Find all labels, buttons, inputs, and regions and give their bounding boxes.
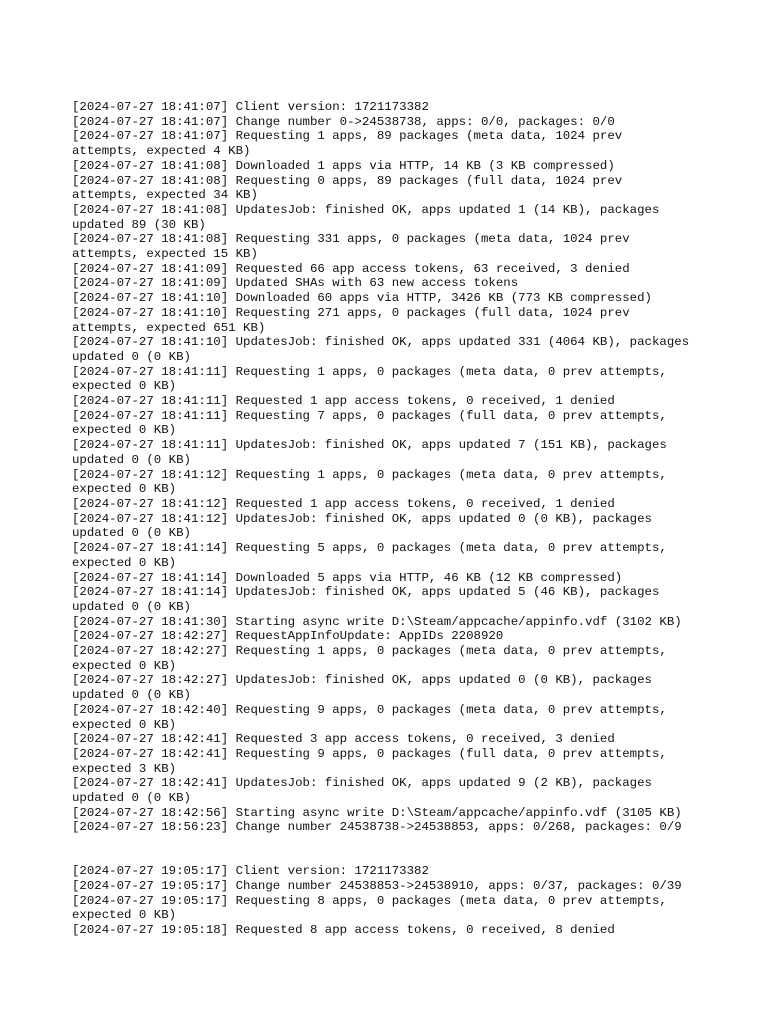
log-entry: [2024-07-27 18:41:09] Updated SHAs with 63 new access tokens (72, 276, 519, 291)
log-entry: [2024-07-27 18:41:08] Requesting 0 apps, 89 packages (full data, 1024 prev attempts, expected 34 KB) (72, 173, 623, 203)
log-entry: [2024-07-27 18:41:14] Downloaded 5 apps via HTTP, 46 KB (12 KB compressed) (72, 570, 623, 585)
log-entry: [2024-07-27 18:41:10] Downloaded 60 apps via HTTP, 3426 KB (773 KB compressed) (72, 291, 652, 306)
log-entry: [2024-07-27 18:41:11] Requested 1 app access tokens, 0 received, 1 denied (72, 394, 615, 409)
log-entry: [2024-07-27 18:41:30] Starting async write D:\Steam/appcache/appinfo.vdf (3102 KB) (72, 614, 682, 629)
log-entry: [2024-07-27 18:42:41] Requested 3 app access tokens, 0 received, 3 denied (72, 732, 615, 747)
log-entry: [2024-07-27 18:42:56] Starting async write D:\Steam/appcache/appinfo.vdf (3105 KB) (72, 805, 682, 820)
log-entry: [2024-07-27 18:41:14] UpdatesJob: finished OK, apps updated 5 (46 KB), packages updated 0 (0 KB) (72, 585, 660, 614)
log-entry: [2024-07-27 18:41:08] Downloaded 1 apps via HTTP, 14 KB (3 KB compressed) (72, 158, 615, 173)
log-document (72, 100, 712, 938)
log-entry: [2024-07-27 18:41:11] UpdatesJob: finished OK, apps updated 7 (151 KB), packages updated 0 (0 KB) (72, 438, 667, 467)
log-entry: [2024-07-27 18:42:41] Requesting 9 apps, 0 packages (full data, 0 prev attempts, expected 3 KB) (72, 746, 667, 776)
log-block-session-1 (72, 100, 712, 835)
log-entry: [2024-07-27 18:41:12] Requested 1 app access tokens, 0 received, 1 denied (72, 496, 615, 511)
log-entry: [2024-07-27 18:41:14] Requesting 5 apps, 0 packages (meta data, 0 prev attempts, expected 0 KB) (72, 541, 667, 570)
log-entry: [2024-07-27 18:42:27] RequestAppInfoUpdate: AppIDs 2208920 (72, 629, 504, 644)
log-entry: [2024-07-27 18:41:07] Client version: 1721173382 (72, 100, 429, 114)
log-block-session-2 (72, 864, 712, 938)
log-entry: [2024-07-27 19:05:17] Change number 24538853->24538910, apps: 0/37, packages: 0/39 (72, 878, 682, 893)
log-entry: [2024-07-27 18:41:12] UpdatesJob: finished OK, apps updated 0 (0 KB), packages updated 0 (0 KB) (72, 511, 652, 541)
log-entry: [2024-07-27 18:41:07] Requesting 1 apps, 89 packages (meta data, 1024 prev attempts, expected 4 KB) (72, 129, 623, 159)
log-entry: [2024-07-27 18:42:40] Requesting 9 apps, 0 packages (meta data, 0 prev attempts, expected 0 KB) (72, 702, 667, 732)
log-entry: [2024-07-27 19:05:18] Requested 8 app access tokens, 0 received, 8 denied (72, 922, 615, 937)
log-entry: [2024-07-27 18:42:27] UpdatesJob: finished OK, apps updated 0 (0 KB), packages updated 0 (0 KB) (72, 673, 652, 703)
log-entry: [2024-07-27 18:41:08] Requesting 331 apps, 0 packages (meta data, 1024 prev attempts, expected 15 KB) (72, 232, 630, 262)
log-entry: [2024-07-27 18:41:11] Requesting 1 apps, 0 packages (meta data, 0 prev attempts, expected 0 KB) (72, 364, 667, 394)
log-entry: [2024-07-27 18:41:10] UpdatesJob: finished OK, apps updated 331 (4064 KB), packages updated 0 (0 KB) (72, 335, 690, 364)
log-entry: [2024-07-27 18:42:41] UpdatesJob: finished OK, apps updated 9 (2 KB), packages updated 0 (0 KB) (72, 776, 652, 806)
log-entry: [2024-07-27 18:41:08] UpdatesJob: finished OK, apps updated 1 (14 KB), packages updated 89 (30 KB) (72, 202, 660, 232)
log-entry: [2024-07-27 18:41:11] Requesting 7 apps, 0 packages (full data, 0 prev attempts, expected 0 KB) (72, 408, 667, 438)
log-entry: [2024-07-27 19:05:17] Client version: 1721173382 (72, 864, 429, 879)
log-entry: [2024-07-27 19:05:17] Requesting 8 apps, 0 packages (meta data, 0 prev attempts, expected 0 KB) (72, 893, 667, 923)
log-entry: [2024-07-27 18:42:27] Requesting 1 apps, 0 packages (meta data, 0 prev attempts, expected 0 KB) (72, 644, 667, 673)
log-entry: [2024-07-27 18:56:23] Change number 24538738->24538853, apps: 0/268, packages: 0/9 (72, 820, 682, 835)
log-entry: [2024-07-27 18:41:12] Requesting 1 apps, 0 packages (meta data, 0 prev attempts, expected 0 KB) (72, 467, 667, 497)
log-entry: [2024-07-27 18:41:09] Requested 66 app access tokens, 63 received, 3 denied (72, 261, 630, 276)
log-entry: [2024-07-27 18:41:07] Change number 0->24538738, apps: 0/0, packages: 0/0 (72, 114, 615, 129)
log-entry: [2024-07-27 18:41:10] Requesting 271 apps, 0 packages (full data, 1024 prev attempts, expected 651 KB) (72, 305, 630, 335)
